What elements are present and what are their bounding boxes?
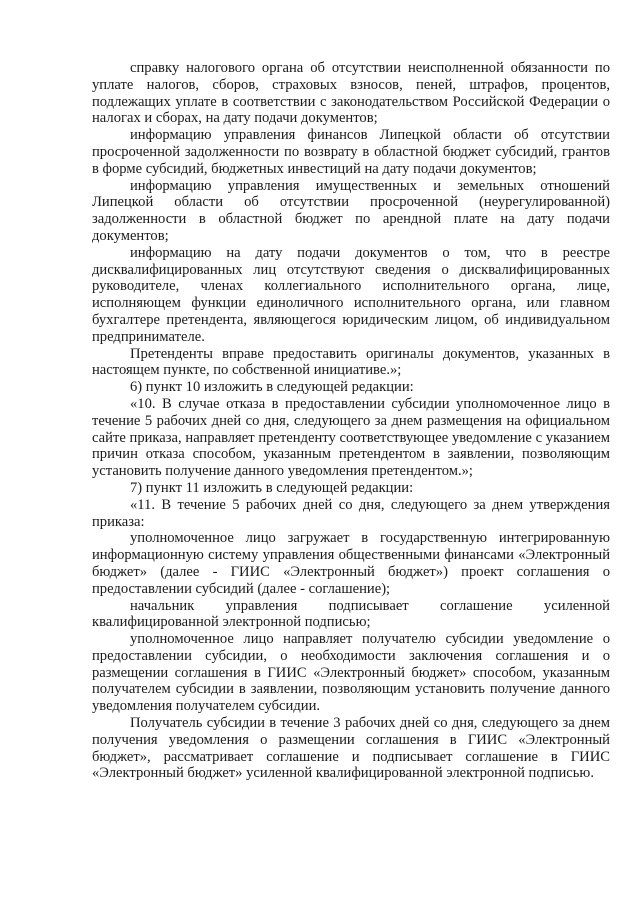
paragraph-property-info: информацию управления имущественных и земельных отношений Липецкой области об отсутствии просроченной (неурегулированной) задолженности в областной бюджет по арендной плате на дату подачи документов; <box>92 177 610 244</box>
paragraph-notification: уполномоченное лицо направляет получателю субсидии уведомление о предоставлении субсидии, о необходимости заключения соглашения и о размещении соглашения в ГИИС «Электронный бюджет» способом, указанным получателем субсидии в заявлении, позволяющим установить получение данного уведомления получателем субсидии. <box>92 631 610 715</box>
paragraph-point-11: «11. В течение 5 рабочих дней со дня, следующего за днем утверждения приказа: <box>92 496 610 530</box>
document-page <box>92 60 610 782</box>
paragraph-upload-agreement: уполномоченное лицо загружает в государственную интегрированную информационную систему управления общественными финансами «Электронный бюджет» (далее - ГИИС «Электронный бюджет») проект соглашения о предоставлении субсидий (далее - соглашение); <box>92 530 610 597</box>
paragraph-originals-note: Претенденты вправе предоставить оригиналы документов, указанных в настоящем пункте, по собственной инициативе.»; <box>92 345 610 379</box>
paragraph-recipient-signs: Получатель субсидии в течение 3 рабочих дней со дня, следующего за днем получения уведомления о размещении соглашения в ГИИС «Электронный бюджет», рассматривает соглашение и подписывает соглашение в ГИИС «Электронный бюджет» усиленной квалифицированной электронной подписью. <box>92 715 610 782</box>
paragraph-tax-certificate: справку налогового органа об отсутствии неисполненной обязанности по уплате налогов, сборов, страховых взносов, пеней, штрафов, процентов, подлежащих уплате в соответствии с законодательством Российской Федерации о налогах и сборах, на дату подачи документов; <box>92 60 610 127</box>
paragraph-item-6: 6) пункт 10 изложить в следующей редакции: <box>130 379 414 396</box>
paragraph-disqualified-registry: информацию на дату подачи документов о том, что в реестре дисквалифицированных лиц отсутствуют сведения о дисквалифицированных руководителе, членах коллегиального исполнительного органа, лице, исполняющем функции единоличного исполнительного органа, или главном бухгалтере претендента, являющегося юридическим лицом, об индивидуальном предпринимателе. <box>92 244 610 345</box>
paragraph-item-7: 7) пункт 11 изложить в следующей редакции: <box>130 479 414 496</box>
paragraph-head-signs: начальник управления подписывает соглашение усиленной квалифицированной электронной подписью; <box>92 597 610 631</box>
paragraph-point-10: «10. В случае отказа в предоставлении субсидии уполномоченное лицо в течение 5 рабочих дней со дня, следующего за днем размещения на официальном сайте приказа, направляет претенденту соответствующее уведомление с указанием причин отказа способом, указанным претендентом в заявлении, позволяющим установить получение данного уведомления претендентом.»; <box>92 395 610 480</box>
paragraph-finance-info: информацию управления финансов Липецкой области об отсутствии просроченной задолженности по возврату в областной бюджет субсидий, грантов в форме субсидий, бюджетных инвестиций на дату подачи документов; <box>92 127 610 177</box>
